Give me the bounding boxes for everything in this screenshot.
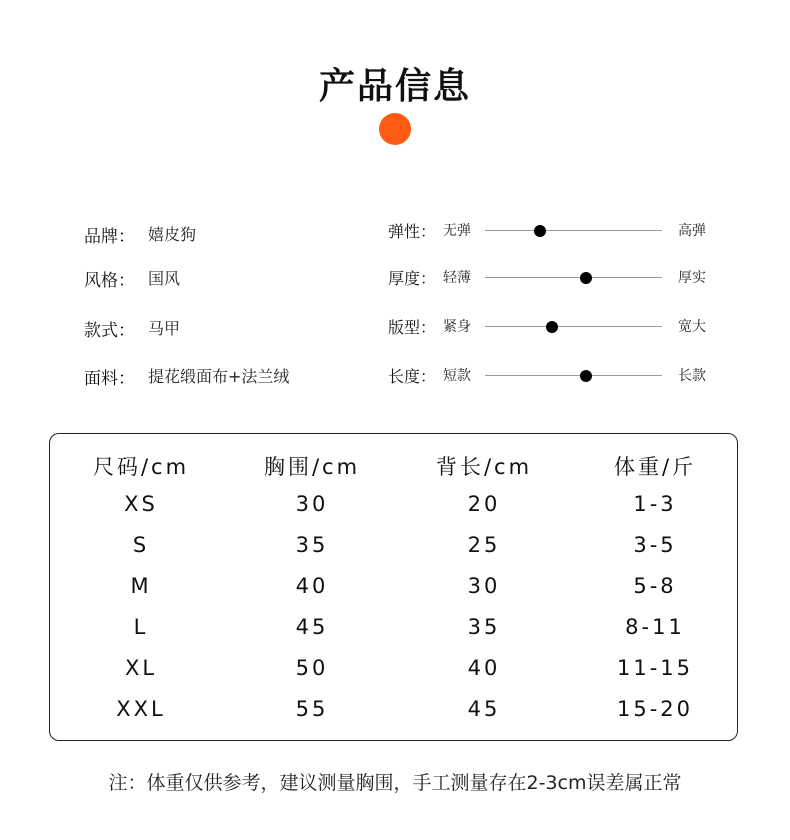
table-cell: 25 [467,533,501,557]
scale-min-label: 无弹 [443,223,471,239]
table-cell: 3-5 [633,533,677,557]
table-cell: 1-3 [633,492,677,516]
table-header-row [50,451,739,485]
table-cell: M [130,574,152,598]
attr-fabric [84,364,290,389]
table-header-cell: 胸围/cm [263,455,361,479]
table-cell: 45 [467,697,501,721]
scale-track [485,277,662,278]
scale-label: 长度： [388,367,437,386]
table-cell: 35 [467,615,501,639]
attr-brand-value: 嬉皮狗 [148,225,197,244]
table-cell: 30 [295,492,329,516]
scale-marker [580,272,592,284]
measurement-note: 注：体重仅供参考，建议测量胸围，手工测量存在2-3cm误差属正常 [108,772,682,794]
table-cell: XS [124,492,158,516]
scale-max-label: 高弹 [678,223,706,239]
attr-type [84,316,181,341]
size-table [49,433,738,741]
table-cell: 20 [467,492,501,516]
scale-marker [580,370,592,382]
scale-max-label: 宽大 [678,319,706,335]
attr-type-label: 款式： [84,321,135,341]
table-cell: 8-11 [625,615,685,639]
scale-marker [546,321,558,333]
scale-thickness [388,266,718,290]
scale-label: 厚度： [388,269,437,288]
table-cell: L [133,615,149,639]
attr-fabric-value: 提花缎面布+法兰绒 [148,367,290,386]
scale-min-label: 紧身 [443,319,471,335]
table-cell: 40 [295,574,329,598]
scale-elasticity [388,219,718,243]
scale-min-label: 轻薄 [443,270,471,286]
scale-length [388,364,718,388]
table-cell: 30 [467,574,501,598]
table-header-cell: 背长/cm [435,455,533,479]
table-row [50,533,739,567]
table-row [50,697,739,731]
accent-dot [379,113,411,145]
table-cell: 5-8 [633,574,677,598]
table-cell: XL [124,656,158,680]
table-cell: 35 [295,533,329,557]
table-row [50,615,739,649]
attr-style-value: 国风 [148,269,181,288]
attr-type-value: 马甲 [148,319,181,338]
table-cell: S [132,533,150,557]
scale-min-label: 短款 [443,368,471,384]
scale-max-label: 厚实 [678,270,706,286]
table-cell: 15-20 [616,697,694,721]
scale-max-label: 长款 [678,368,706,384]
attr-brand-label: 品牌： [84,227,135,247]
table-cell: 55 [295,697,329,721]
table-cell: 40 [467,656,501,680]
attr-style-label: 风格： [84,271,135,291]
scale-marker [534,225,546,237]
scale-track [485,375,662,376]
scale-fit [388,315,718,339]
table-header-cell: 体重/斤 [613,455,697,479]
scale-track [485,230,662,231]
table-cell: 45 [295,615,329,639]
table-cell: 11-15 [616,656,694,680]
attr-fabric-label: 面料： [84,369,135,389]
table-header-cell: 尺码/cm [92,455,190,479]
page-title: 产品信息 [318,66,471,107]
table-cell: 50 [295,656,329,680]
table-row [50,574,739,608]
attr-style [84,266,181,291]
scale-label: 弹性： [388,222,437,241]
scale-track [485,326,662,327]
table-cell: XXL [116,697,166,721]
attr-brand [84,222,197,247]
scale-label: 版型： [388,318,437,337]
table-row [50,656,739,690]
table-row [50,492,739,526]
